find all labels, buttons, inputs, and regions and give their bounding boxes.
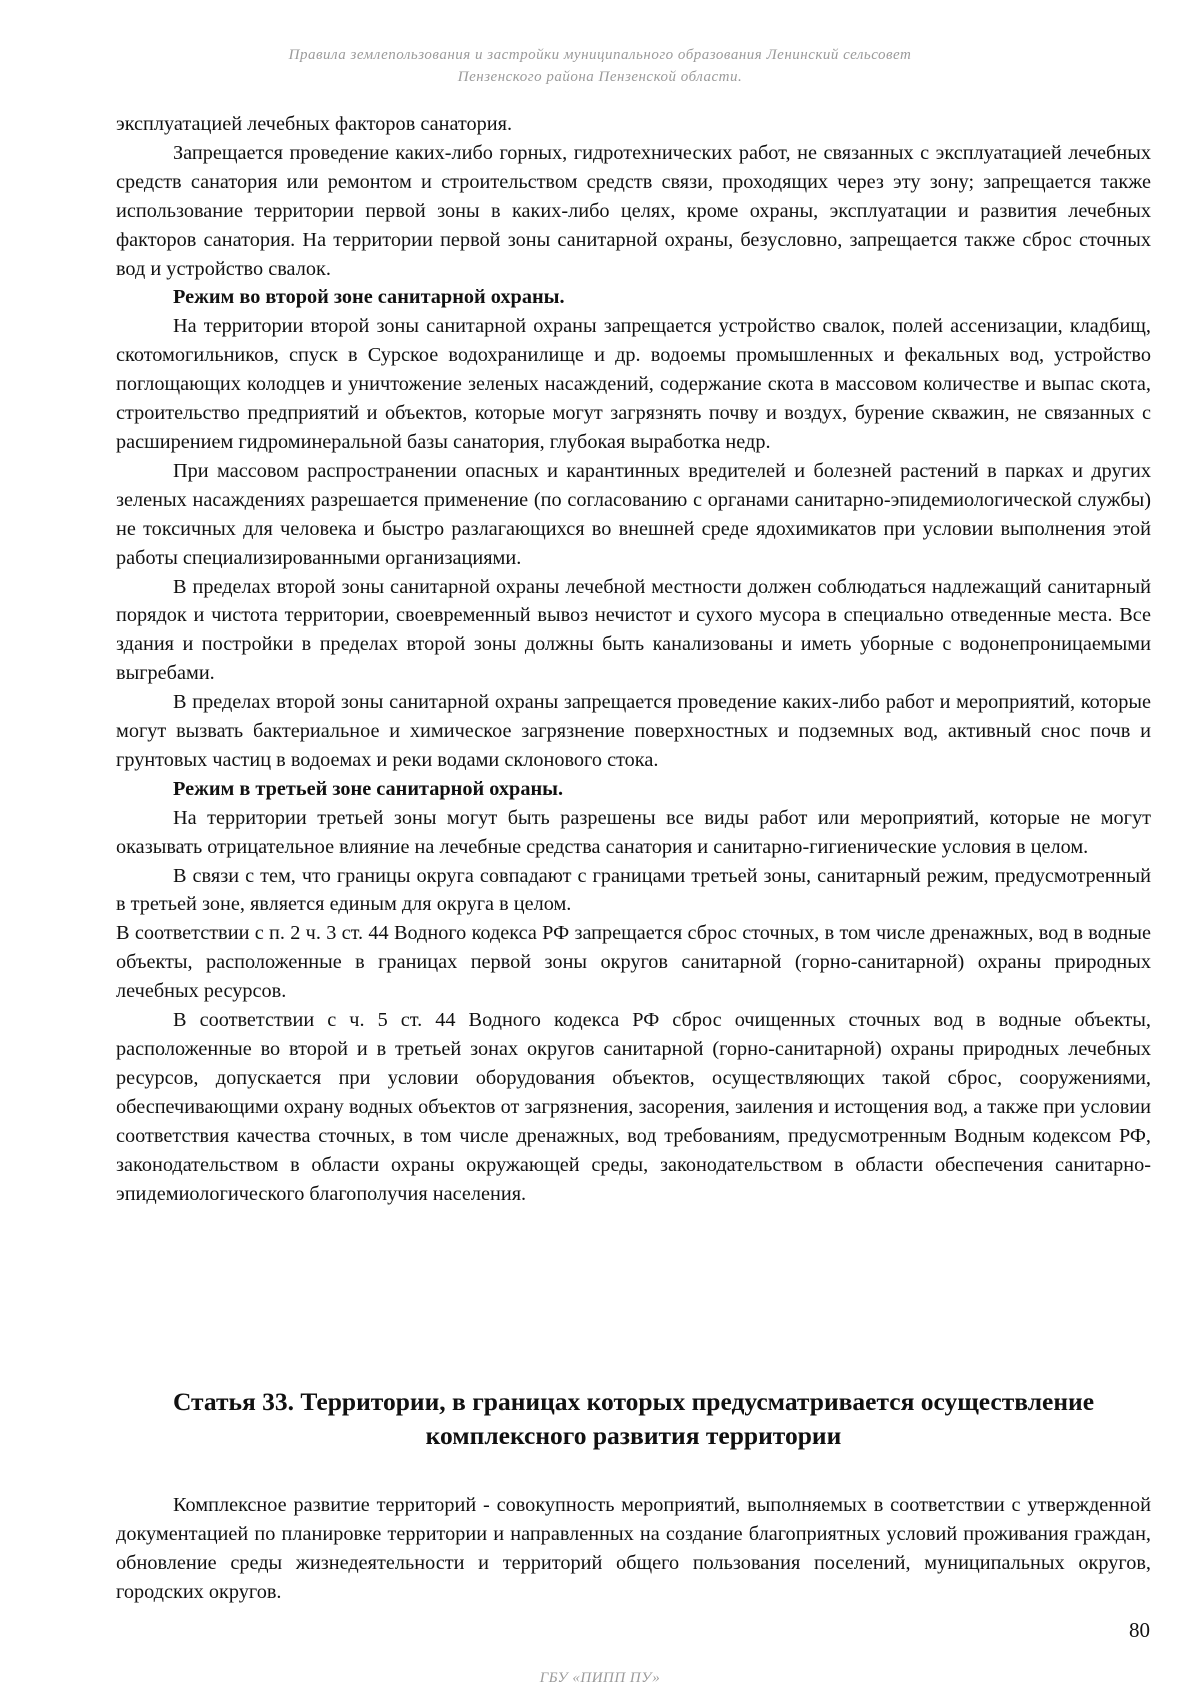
footer: ГБУ «ПИПП ПУ» <box>539 1670 661 1686</box>
paragraph-continuation: эксплуатацией лечебных факторов санатория. <box>116 113 513 135</box>
running-header-line-2: Пензенского района Пензенской области. <box>457 69 743 85</box>
document-body <box>116 110 1151 1208</box>
paragraph: На территории второй зоны санитарной охраны запрещается устройство свалок, полей ассенизации, кладбищ, скотомогильников, спуск в Сурское водохранилище и др. водоемы промышленных и фекальных вод, устройство поглощающих колодцев и уничтожение зеленых насаждений, содержание скота в массовом количестве и выпас скота, строительство предприятий и объектов, которые могут загрязнять почву и воздух, бурение скважин, не связанных с расширением гидроминеральной базы санатория, глубокая выработка недр. <box>116 315 1151 453</box>
article-body <box>116 1491 1151 1607</box>
paragraph-no-indent: В соответствии с п. 2 ч. 3 ст. 44 Водного кодекса РФ запрещается сброс сточных, в том числе дренажных, вод в водные объекты, расположенные в границах первой зоны округов санитарной (горно-санитарной) охраны природных лечебных ресурсов. <box>116 922 1151 1003</box>
paragraph: В связи с тем, что границы округа совпадают с границами третьей зоны, санитарный режим, предусмотренный в третьей зоне, является единым для округа в целом. <box>116 864 1151 916</box>
subheading-zone-3: Режим в третьей зоне санитарной охраны. <box>173 777 564 800</box>
article-heading-line-1: Статья 33. Территории, в границах которых предусматривается осуществление <box>172 1387 1095 1416</box>
article-heading-line-2: комплексного развития территории <box>425 1421 842 1450</box>
subheading-zone-2: Режим во второй зоне санитарной охраны. <box>173 286 565 309</box>
paragraph: В соответствии с ч. 5 ст. 44 Водного кодекса РФ сброс очищенных сточных вод в водные объекты, расположенные во второй и в третьей зонах округов санитарной (горно-санитарной) охраны природных лечебных ресурсов, допускается при условии оборудования объектов, осуществляющих такой сброс, сооружениями, обеспечивающими охрану водных объектов от загрязнения, засорения, заиления и истощения вод, а также при условии соответствия качества сточных, в том числе дренажных, вод требованиям, предусмотренным Водным кодексом РФ, законодательством в области охраны окружающей среды, законодательством в области обеспечения санитарно-эпидемиологического благополучия населения. <box>116 1009 1151 1205</box>
paragraph: В пределах второй зоны санитарной охраны запрещается проведение каких-либо работ и мероприятий, которые могут вызвать бактериальное и химическое загрязнение поверхностных и подземных вод, активный снос почв и грунтовых частиц в водоемах и реки водами склонового стока. <box>116 691 1151 771</box>
paragraph: На территории третьей зоны могут быть разрешены все виды работ или мероприятий, которые не могут оказывать отрицательное влияние на лечебные средства санатория и санитарно-гигиенические условия в целом. <box>116 806 1151 858</box>
paragraph: Запрещается проведение каких-либо горных, гидротехнических работ, не связанных с эксплуатацией лечебных средств санатория или ремонтом и строительством средств связи, проходящих через эту зону; запрещается также использование территории первой зоны в каких-либо целях, кроме охраны, эксплуатации и развития лечебных факторов санатория. На территории первой зоны санитарной охраны, безусловно, запрещается также сброс сточных вод и устройство свалок. <box>116 141 1151 280</box>
paragraph: Комплексное развитие территорий - совокупность мероприятий, выполняемых в соответствии с утвержденной документацией по планировке территории и направленных на создание благоприятных условий проживания граждан, обновление среды жизнедеятельности и территорий общего пользования поселений, муниципальных округов, городских округов. <box>116 1494 1151 1603</box>
paragraph: При массовом распространении опасных и карантинных вредителей и болезней растений в парках и других зеленых насаждениях разрешается применение (по согласованию с органами санитарно-эпидемиологической службы) не токсичных для человека и быстро разлагающихся во внешней среде ядохимикатов при условии выполнения этой работы специализированными организациями. <box>116 459 1151 569</box>
paragraph: В пределах второй зоны санитарной охраны лечебной местности должен соблюдаться надлежащий санитарный порядок и чистота территории, своевременный вывоз нечистот и сухого мусора в специально отведенные места. Все здания и постройки в пределах второй зоны должны быть канализованы и иметь уборные с водонепроницаемыми выгребами. <box>116 575 1151 685</box>
running-header-line-1: Правила землепользования и застройки муниципального образования Ленинский сельсовет <box>288 47 912 63</box>
running-header <box>0 44 1200 88</box>
article-heading <box>116 1385 1151 1453</box>
page-number: 80 <box>1129 1618 1150 1642</box>
